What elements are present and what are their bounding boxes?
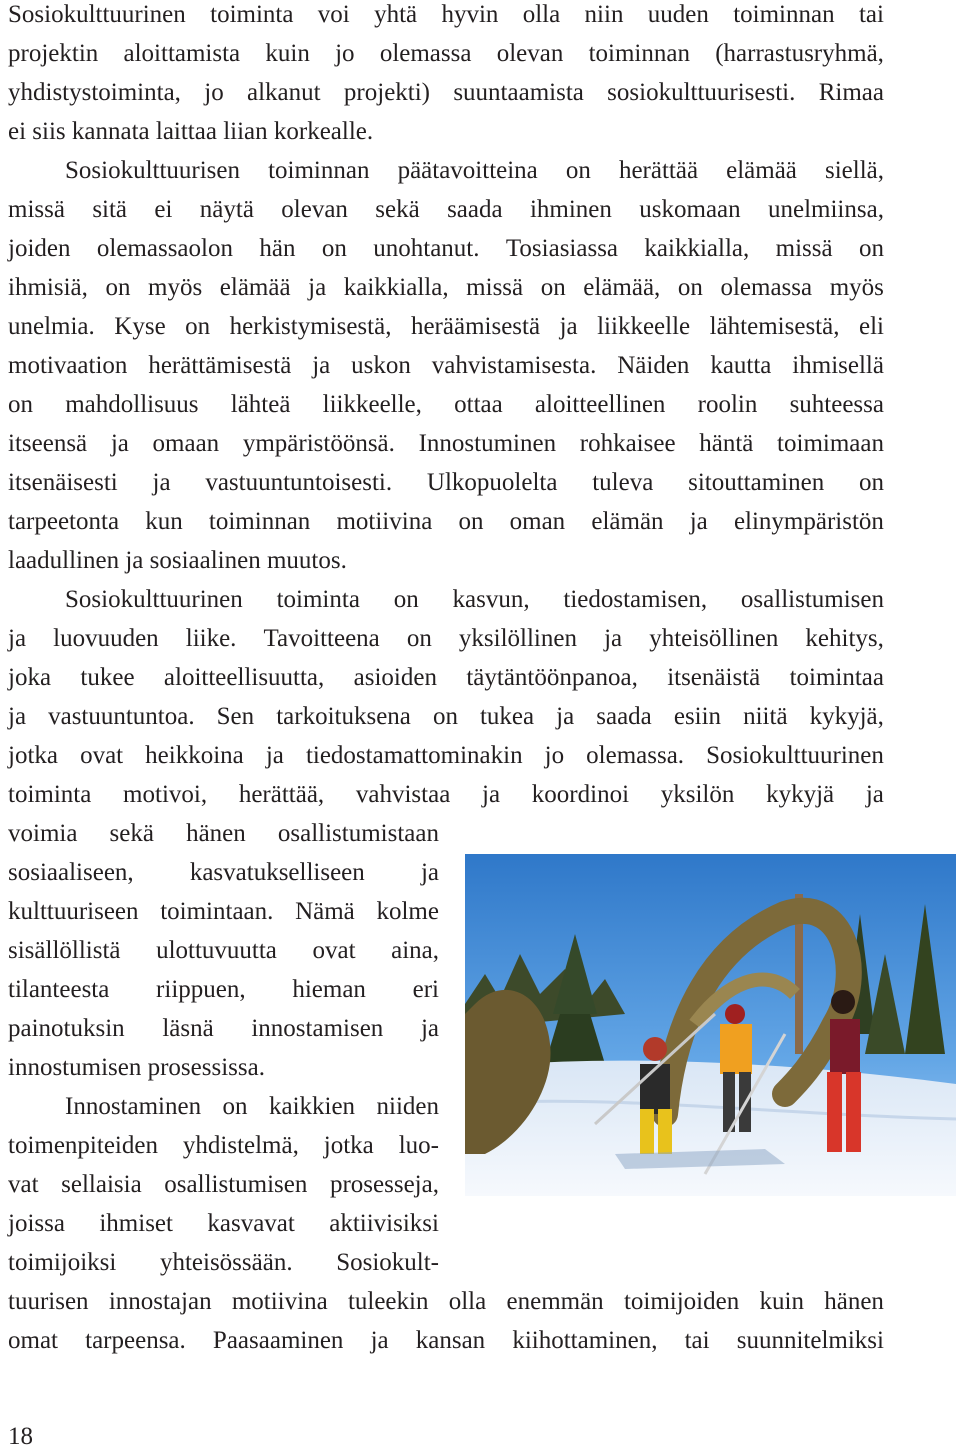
text-line-content: kulttuuriseen toimintaan. Nämä kolme — [8, 898, 439, 925]
text-line-content: yhdistystoiminta, jo alkanut projekti) suuntaamista sosiokulttuurisesti. Rimaa — [8, 79, 884, 106]
text-line — [8, 151, 884, 190]
text-line — [8, 1165, 439, 1204]
text-line — [8, 814, 439, 853]
text-line — [8, 931, 439, 970]
text-line-content: projektin aloittamista kuin jo olemassa olevan toiminnan (harrastusryhmä, — [8, 40, 884, 67]
text-line — [8, 619, 884, 658]
text-line — [8, 1126, 439, 1165]
text-line-content: ja luovuuden liike. Tavoitteena on yksilöllinen ja yhteisöllinen kehitys, — [8, 625, 884, 652]
text-line — [8, 853, 439, 892]
text-line — [8, 697, 884, 736]
body-text-bottom — [8, 1282, 884, 1360]
text-line-content: itsenäisesti ja vastuuntuntoisesti. Ulkopuolelta tuleva sitouttaminen on — [8, 469, 884, 496]
text-line-content: toiminta motivoi, herättää, vahvistaa ja koordinoi yksilön kykyjä ja — [8, 781, 884, 808]
text-line — [8, 1321, 884, 1360]
text-line-content: Innostaminen on kaikkien niiden — [65, 1093, 439, 1120]
text-line-content: innostumisen prosessissa. — [8, 1054, 265, 1081]
text-line — [8, 658, 884, 697]
text-line — [8, 190, 884, 229]
text-line — [8, 112, 884, 151]
text-line — [8, 736, 884, 775]
text-line — [8, 0, 884, 34]
text-line-content: joka tukee aloitteellisuutta, asioiden täytäntöönpanoa, itsenäistä toimintaa — [8, 664, 884, 691]
photo-winter-straw-sculpture — [465, 854, 956, 1196]
text-line-content: vat sellaisia osallistumisen prosesseja, — [8, 1171, 439, 1198]
text-line-content: tuurisen innostajan motiivina tuleekin olla enemmän toimijoiden kuin hänen — [8, 1288, 884, 1315]
text-line — [8, 307, 884, 346]
text-line — [8, 970, 439, 1009]
text-line-content: Sosiokulttuurisen toiminnan päätavoitteina on herättää elämää siellä, — [65, 157, 884, 184]
text-line-content: omat tarpeensa. Paasaaminen ja kansan kiihottaminen, tai suunnitelmiksi — [8, 1327, 884, 1354]
body-text-wrapped — [8, 814, 439, 1282]
text-line — [8, 229, 884, 268]
text-line — [8, 1282, 884, 1321]
text-line — [8, 502, 884, 541]
text-line — [8, 1048, 439, 1087]
text-line — [8, 1087, 439, 1126]
text-line-content: voimia sekä hänen osallistumistaan — [8, 820, 439, 847]
text-line — [8, 1243, 439, 1282]
text-line-content: Sosiokulttuurinen toiminta on kasvun, tiedostamisen, osallistumisen — [65, 586, 884, 613]
text-line-content: tilanteesta riippuen, hieman eri — [8, 976, 439, 1003]
text-line-content: joissa ihmiset kasvavat aktiivisiksi — [8, 1210, 439, 1237]
body-text-top — [8, 0, 884, 814]
text-line — [8, 73, 884, 112]
text-line-content: painotuksin läsnä innostamisen ja — [8, 1015, 439, 1042]
photo-illustration — [465, 854, 956, 1196]
page-number: 18 — [8, 1423, 33, 1450]
text-line — [8, 34, 884, 73]
text-line-content: missä sitä ei näytä olevan sekä saada ihminen uskomaan unelmiinsa, — [8, 196, 884, 223]
text-line — [8, 1204, 439, 1243]
text-line — [8, 892, 439, 931]
text-line — [8, 1009, 439, 1048]
text-line-content: jotka ovat heikkoina ja tiedostamattominakin jo olemassa. Sosiokulttuurinen — [8, 742, 884, 769]
text-line — [8, 385, 884, 424]
text-line — [8, 775, 884, 814]
text-line — [8, 463, 884, 502]
text-line-content: sosiaaliseen, kasvatukselliseen ja — [8, 859, 439, 886]
text-line-content: sisällöllistä ulottuvuutta ovat aina, — [8, 937, 439, 964]
text-line-content: joiden olemassaolon hän on unohtanut. Tosiasiassa kaikkialla, missä on — [8, 235, 884, 262]
text-line-content: ja vastuuntuntoa. Sen tarkoituksena on tukea ja saada esiin niitä kykyjä, — [8, 703, 884, 730]
text-line — [8, 580, 884, 619]
text-line-content: Sosiokulttuurinen toiminta voi yhtä hyvin olla niin uuden toiminnan tai — [8, 1, 884, 28]
text-line-content: tarpeetonta kun toiminnan motiivina on oman elämän ja elinympäristön — [8, 508, 884, 535]
text-line — [8, 424, 884, 463]
text-line-content: ihmisiä, on myös elämää ja kaikkialla, missä on elämää, on olemassa myös — [8, 274, 884, 301]
text-line-content: itseensä ja omaan ympäristöönsä. Innostuminen rohkaisee häntä toimimaan — [8, 430, 884, 457]
text-line — [8, 541, 884, 580]
text-line-content: unelmia. Kyse on herkistymisestä, heräämisestä ja liikkeelle lähtemisestä, eli — [8, 313, 884, 340]
text-line-content: ei siis kannata laittaa liian korkealle. — [8, 118, 374, 145]
text-line-content: motivaation herättämisestä ja uskon vahvistamisesta. Näiden kautta ihmisellä — [8, 352, 884, 379]
text-line-content: toimijoiksi yhteisössään. Sosiokult- — [8, 1249, 439, 1276]
text-line — [8, 346, 884, 385]
text-line-content: toimenpiteiden yhdistelmä, jotka luo- — [8, 1132, 439, 1159]
text-line-content: laadullinen ja sosiaalinen muutos. — [8, 547, 347, 574]
text-line-content: on mahdollisuus lähteä liikkeelle, ottaa aloitteellinen roolin suhteessa — [8, 391, 884, 418]
text-line — [8, 268, 884, 307]
